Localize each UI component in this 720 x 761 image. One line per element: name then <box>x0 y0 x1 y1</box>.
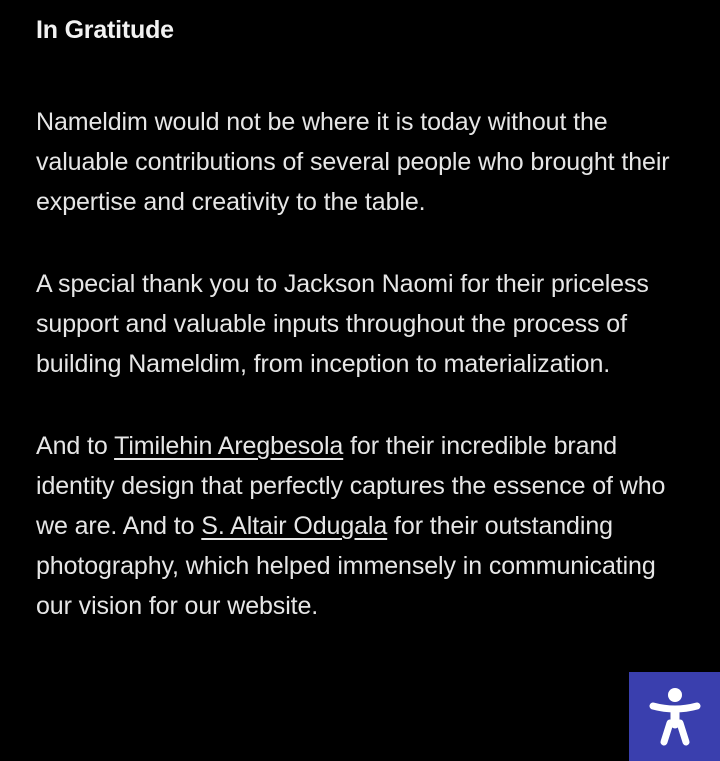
altair-odugala-link[interactable]: S. Altair Odugala <box>201 512 388 540</box>
paragraph-3-text-2: for their incredible brand identity design that perfectly captures the essence of who we are. And to <box>36 432 666 540</box>
timilehin-aregbesola-link[interactable]: Timilehin Aregbesola <box>114 432 344 460</box>
paragraph-3-text-3: for their outstanding photography, which helped immensely in communicating our vision for our website. <box>36 512 656 620</box>
accessibility-person-icon <box>649 686 701 748</box>
section-heading: In Gratitude <box>36 16 174 44</box>
accessibility-widget-button[interactable] <box>629 672 720 761</box>
gratitude-paragraph-1: Nameldim would not be where it is today without the valuable contributions of several people who brought their expertise and creativity to the table. <box>36 108 670 216</box>
paragraph-3-text-1: And to <box>36 432 115 460</box>
gratitude-paragraph-2: A special thank you to Jackson Naomi for their priceless support and valuable inputs throughout the process of building Nameldim, from inception to materialization. <box>36 270 649 378</box>
gratitude-section <box>36 12 696 668</box>
gratitude-paragraph-3 <box>36 426 696 626</box>
